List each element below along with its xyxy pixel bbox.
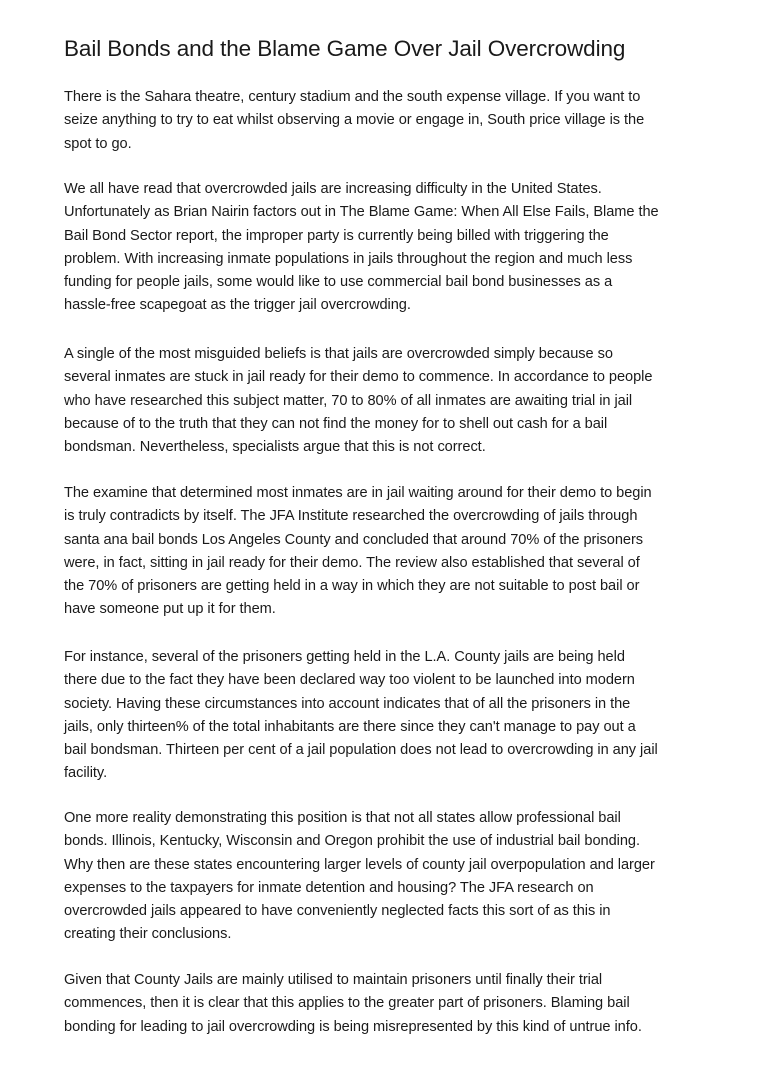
paragraph-line: problem. With increasing inmate populations in jails throughout the region and much less <box>64 250 633 267</box>
paragraph-line: were, in fact, sitting in jail ready for their demo. The review also established that several of <box>64 554 640 571</box>
paragraph-line: creating their conclusions. <box>64 926 232 943</box>
paragraph-line: Unfortunately as Brian Nairin factors out in The Blame Game: When All Else Fails, Blame the <box>64 204 659 221</box>
paragraph-line: The examine that determined most inmates are in jail waiting around for their demo to begin <box>64 485 652 501</box>
paragraph-line: One more reality demonstrating this position is that not all states allow professional bail <box>64 810 621 826</box>
paragraph-line: expenses to the taxpayers for inmate detention and housing? The JFA research on <box>64 879 594 896</box>
paragraph-line: because of to the truth that they can not find the money for to shell out cash for a bail <box>64 415 608 432</box>
paragraph-line: Given that County Jails are mainly utilised to maintain prisoners until finally their trial <box>64 972 603 988</box>
paragraph-line: jails, only thirteen% of the total inhabitants are there since they can't manage to pay out a <box>64 718 636 735</box>
paragraph-line: A single of the most misguided beliefs is that jails are overcrowded simply because so <box>64 346 613 362</box>
paragraph-line: There is the Sahara theatre, century stadium and the south expense village. If you want to <box>64 89 641 105</box>
paragraph-5 <box>64 646 658 786</box>
paragraph-line: is truly contradicts by itself. The JFA Institute researched the overcrowding of jails through <box>64 508 638 525</box>
paragraph-1 <box>64 86 644 156</box>
paragraph-2 <box>64 178 659 318</box>
paragraph-7 <box>64 969 642 1039</box>
paragraph-line: hassle-free scapegoat as the trigger jail overcrowding. <box>64 297 411 314</box>
paragraph-line: the 70% of prisoners are getting held in a way in which they are not suitable to post bail or <box>64 578 640 595</box>
paragraph-line: Why then are these states encountering larger levels of county jail overpopulation and larger <box>64 856 655 873</box>
paragraph-line: For instance, several of the prisoners getting held in the L.A. County jails are being held <box>64 649 625 665</box>
paragraph-line: commences, then it is clear that this applies to the greater part of prisoners. Blaming bail <box>64 995 630 1012</box>
paragraph-line: facility. <box>64 765 108 782</box>
paragraph-line: bail bondsman. Thirteen per cent of a jail population does not lead to overcrowding in any jail <box>64 742 658 759</box>
paragraph-line: society. Having these circumstances into account indicates that of all the prisoners in the <box>64 695 631 712</box>
paragraph-line: spot to go. <box>64 135 132 152</box>
paragraph-line: seize anything to try to eat whilst observing a movie or engage in, South price village is the <box>64 112 645 129</box>
paragraph-4 <box>64 482 652 622</box>
paragraph-line: there due to the fact they have been declared way too violent to be launched into modern <box>64 672 635 689</box>
document-page <box>64 34 714 1035</box>
paragraph-line: several inmates are stuck in jail ready for their demo to commence. In accordance to people <box>64 369 653 386</box>
paragraph-line: Bail Bond Sector report, the improper party is currently being billed with triggering the <box>64 227 609 244</box>
paragraph-line: who have researched this subject matter, 70 to 80% of all inmates are awaiting trial in jail <box>64 392 633 409</box>
paragraph-line: santa ana bail bonds Los Angeles County and concluded that around 70% of the prisoners <box>64 531 644 548</box>
paragraph-line: bonding for leading to jail overcrowding is being misrepresented by this kind of untrue info. <box>64 1018 642 1035</box>
document-title: Bail Bonds and the Blame Game Over Jail Overcrowding <box>64 36 626 61</box>
paragraph-line: bonds. Illinois, Kentucky, Wisconsin and Oregon prohibit the use of industrial bail bonding. <box>64 833 640 850</box>
paragraph-line: have someone put up it for them. <box>64 601 276 618</box>
paragraph-line: bondsman. Nevertheless, specialists argue that this is not correct. <box>64 439 486 456</box>
paragraph-line: We all have read that overcrowded jails are increasing difficulty in the United States. <box>64 181 602 197</box>
paragraph-line: overcrowded jails appeared to have conveniently neglected facts this sort of as this in <box>64 903 611 920</box>
paragraph-3 <box>64 343 652 459</box>
paragraph-6 <box>64 807 655 947</box>
paragraph-line: funding for people jails, some would like to use commercial bail bond businesses as a <box>64 274 613 291</box>
